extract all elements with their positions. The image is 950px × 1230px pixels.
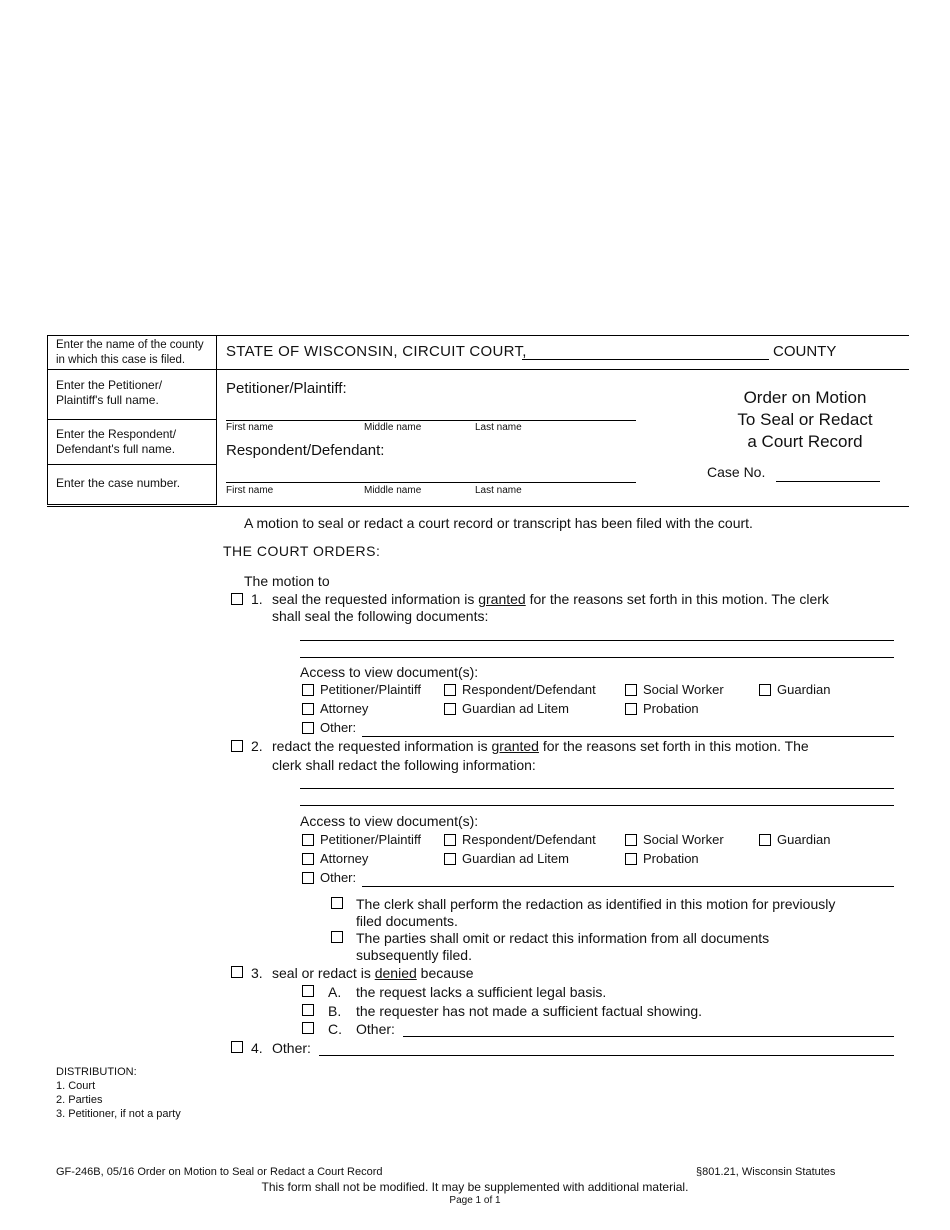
- access-option-label: Probation: [643, 851, 699, 866]
- reason-b-checkbox[interactable]: [302, 1004, 314, 1016]
- item-number: 4.: [251, 1040, 263, 1056]
- title-line: To Seal or Redact: [737, 410, 873, 429]
- access-option-label: Respondent/Defendant: [462, 832, 596, 847]
- parties-redact-checkbox[interactable]: [331, 931, 343, 943]
- modification-note: This form shall not be modified. It may be supplemented with additional material.: [261, 1180, 689, 1194]
- access-other-checkbox[interactable]: [302, 722, 314, 734]
- item4-other-label: Other:: [272, 1040, 311, 1056]
- first-name-label: First name: [226, 485, 274, 496]
- divider: [217, 369, 909, 370]
- reason-a-text: the request lacks a sufficient legal basis.: [356, 984, 607, 1000]
- last-name-label: Last name: [475, 422, 522, 433]
- documents-line-1[interactable]: [300, 640, 894, 641]
- case-no-label: Case No.: [707, 464, 766, 480]
- access-option-label: Guardian ad Litem: [462, 851, 569, 866]
- petitioner-name-input[interactable]: [226, 420, 636, 421]
- access-option-label: Attorney: [320, 701, 369, 716]
- middle-name-label: Middle name: [364, 422, 422, 433]
- access-other-label: Other:: [320, 720, 357, 735]
- item3-checkbox[interactable]: [231, 966, 243, 978]
- reason-c-checkbox[interactable]: [302, 1022, 314, 1034]
- access-option-label: Probation: [643, 701, 699, 716]
- access-option-label: Guardian ad Litem: [462, 701, 569, 716]
- access-other-checkbox[interactable]: [302, 872, 314, 884]
- access-label: Access to view document(s):: [300, 813, 479, 829]
- intro-text: A motion to seal or redact a court record or transcript has been filed with the court.: [244, 515, 753, 531]
- access-option-label: Petitioner/Plaintiff: [320, 682, 421, 697]
- text: because: [416, 965, 474, 981]
- form-id: GF-246B, 05/16 Order on Motion to Seal or Redact a Court Record: [56, 1166, 383, 1178]
- access-other-input[interactable]: [362, 886, 894, 887]
- item-number: 1.: [251, 591, 263, 607]
- access-option-label: Social Worker: [643, 832, 724, 847]
- title-line: a Court Record: [747, 432, 863, 451]
- title-line: Order on Motion: [743, 388, 867, 407]
- access-checkbox[interactable]: [625, 684, 637, 696]
- respondent-name-input[interactable]: [226, 482, 636, 483]
- reason-c-other-label: Other:: [356, 1021, 395, 1037]
- item2-checkbox[interactable]: [231, 740, 243, 752]
- reason-a-checkbox[interactable]: [302, 985, 314, 997]
- access-option-label: Guardian: [777, 832, 831, 847]
- item1-text: [272, 591, 829, 607]
- distribution-item: 2. Parties: [56, 1094, 103, 1106]
- text: seal the requested information is: [272, 591, 479, 607]
- state-label: STATE OF WISCONSIN, CIRCUIT COURT,: [226, 343, 527, 360]
- access-checkbox[interactable]: [302, 834, 314, 846]
- access-option-label: Social Worker: [643, 682, 724, 697]
- granted-text: granted: [491, 738, 539, 754]
- distribution-title: DISTRIBUTION:: [56, 1066, 137, 1078]
- respondent-label: Respondent/Defendant:: [226, 442, 385, 459]
- reason-c-letter: C.: [328, 1021, 342, 1037]
- item1-checkbox[interactable]: [231, 593, 243, 605]
- reason-b-letter: B.: [328, 1003, 342, 1019]
- information-line-1[interactable]: [300, 788, 894, 789]
- help-case: Enter the case number.: [47, 464, 217, 505]
- granted-text: granted: [478, 591, 526, 607]
- access-checkbox[interactable]: [302, 853, 314, 865]
- access-checkbox[interactable]: [444, 853, 456, 865]
- item3-text: [272, 965, 474, 981]
- text: for the reasons set forth in this motion. The: [538, 738, 809, 754]
- help-petitioner: Enter the Petitioner/ Plaintiff's full name.: [47, 369, 217, 420]
- documents-line-2[interactable]: [300, 657, 894, 658]
- page-number: Page 1 of 1: [449, 1195, 501, 1206]
- clerk-redaction-text: filed documents.: [356, 913, 458, 929]
- text: for the reasons set forth in this motion. The clerk: [525, 591, 829, 607]
- reason-b-text: the requester has not made a sufficient factual showing.: [356, 1003, 703, 1019]
- access-other-label: Other:: [320, 870, 357, 885]
- county-input[interactable]: [522, 359, 769, 360]
- access-checkbox[interactable]: [444, 703, 456, 715]
- distribution: [56, 1065, 181, 1121]
- text: seal or redact is: [272, 965, 375, 981]
- reason-a-letter: A.: [328, 984, 342, 1000]
- county-label: COUNTY: [773, 343, 837, 360]
- access-checkbox[interactable]: [625, 853, 637, 865]
- reason-c-other-input[interactable]: [403, 1036, 894, 1037]
- distribution-item: 3. Petitioner, if not a party: [56, 1108, 181, 1120]
- item2-text: [272, 738, 809, 754]
- item-number: 2.: [251, 738, 263, 754]
- help-respondent: Enter the Respondent/ Defendant's full name.: [47, 419, 217, 465]
- access-checkbox[interactable]: [444, 834, 456, 846]
- access-checkbox[interactable]: [625, 834, 637, 846]
- case-no-input[interactable]: [776, 481, 880, 482]
- petitioner-label: Petitioner/Plaintiff:: [226, 380, 347, 397]
- item-number: 3.: [251, 965, 263, 981]
- access-checkbox[interactable]: [444, 684, 456, 696]
- access-option-label: Attorney: [320, 851, 369, 866]
- access-checkbox[interactable]: [625, 703, 637, 715]
- access-option-label: Respondent/Defendant: [462, 682, 596, 697]
- parties-redact-text: The parties shall omit or redact this information from all documents: [356, 930, 770, 946]
- first-name-label: First name: [226, 422, 274, 433]
- access-checkbox[interactable]: [302, 703, 314, 715]
- last-name-label: Last name: [475, 485, 522, 496]
- statute: §801.21, Wisconsin Statutes: [696, 1166, 836, 1178]
- middle-name-label: Middle name: [364, 485, 422, 496]
- access-checkbox[interactable]: [302, 684, 314, 696]
- item2-text-cont: clerk shall redact the following information:: [272, 757, 536, 773]
- access-option-label: Petitioner/Plaintiff: [320, 832, 421, 847]
- item4-checkbox[interactable]: [231, 1041, 243, 1053]
- item1-text-cont: shall seal the following documents:: [272, 608, 489, 624]
- motion-to-text: The motion to: [244, 573, 330, 589]
- access-label: Access to view document(s):: [300, 664, 479, 680]
- denied-text: denied: [374, 965, 417, 981]
- access-checkbox[interactable]: [759, 834, 771, 846]
- access-checkbox[interactable]: [759, 684, 771, 696]
- information-line-2[interactable]: [300, 805, 894, 806]
- court-orders-heading: THE COURT ORDERS:: [223, 543, 381, 559]
- item4-other-input[interactable]: [319, 1055, 894, 1056]
- distribution-item: 1. Court: [56, 1080, 96, 1092]
- text: redact the requested information is: [272, 738, 492, 754]
- access-other-input[interactable]: [362, 736, 894, 737]
- form-title: [690, 387, 920, 453]
- help-county: Enter the name of the county in which this case is filed.: [47, 335, 217, 370]
- clerk-redaction-checkbox[interactable]: [331, 897, 343, 909]
- parties-redact-text: subsequently filed.: [356, 947, 472, 963]
- access-option-label: Guardian: [777, 682, 831, 697]
- clerk-redaction-text: The clerk shall perform the redaction as identified in this motion for previously: [356, 896, 836, 912]
